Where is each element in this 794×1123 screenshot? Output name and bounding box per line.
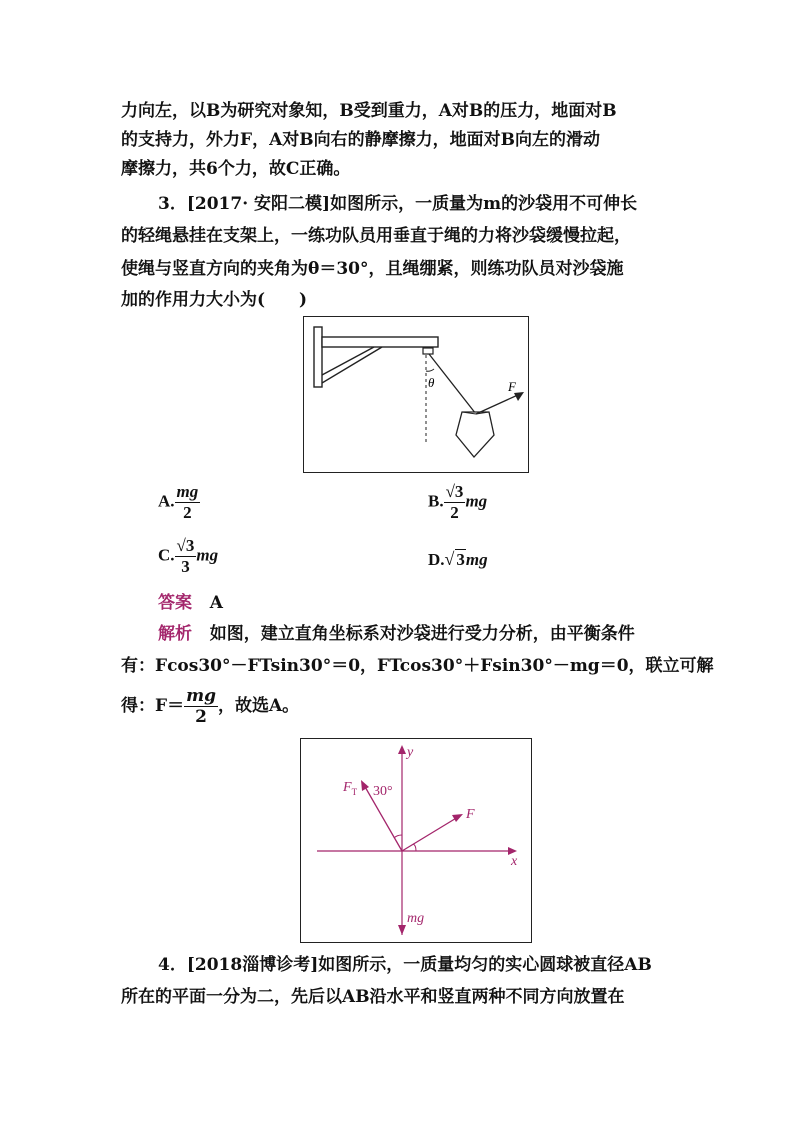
sandbag xyxy=(456,412,494,457)
force-arrow xyxy=(402,817,458,851)
option-d[interactable] xyxy=(428,549,488,570)
brace xyxy=(322,347,382,383)
option-label: B. xyxy=(428,491,444,511)
option-c[interactable] xyxy=(158,536,218,577)
question-number: 3． xyxy=(158,194,187,214)
beam xyxy=(322,337,438,347)
sandbag-diagram xyxy=(304,317,528,472)
numerator: √3 xyxy=(445,482,464,501)
wall xyxy=(314,327,322,387)
question-3-line xyxy=(158,193,637,215)
angle-arc xyxy=(413,844,416,851)
analysis-text: 得：F＝ xyxy=(121,696,185,716)
answer-label: 答案 xyxy=(158,593,192,613)
denominator: 2 xyxy=(195,707,207,727)
y-arrow-head xyxy=(398,745,406,754)
option-label: A. xyxy=(158,491,175,511)
tension-subscript: T xyxy=(351,787,358,797)
question-text: 如图所示，一质量均匀的实心圆球被直径AB xyxy=(318,955,652,975)
radical-sign-icon: √ xyxy=(444,549,455,569)
denominator: 2 xyxy=(450,503,459,522)
angle-label: 30° xyxy=(373,784,393,799)
fraction xyxy=(175,482,201,523)
force-label: F xyxy=(466,807,475,822)
force-arrow xyxy=(476,394,520,414)
rope xyxy=(429,354,476,414)
analysis-line xyxy=(121,686,299,727)
fraction xyxy=(444,482,466,523)
tension-symbol: F xyxy=(343,780,352,795)
numerator: √3 xyxy=(176,536,195,555)
theta-label: θ xyxy=(428,375,435,390)
option-label: D. xyxy=(428,550,445,569)
question-3-line: 的轻绳悬挂在支架上，一练功队员用垂直于绳的力将沙袋缓慢拉起， xyxy=(121,226,631,246)
analysis-text: ，故选A。 xyxy=(217,696,300,716)
force-label: F xyxy=(508,379,516,394)
force-diagram-figure xyxy=(300,738,532,943)
option-a[interactable] xyxy=(158,482,200,523)
denominator: 2 xyxy=(183,503,192,522)
tension-label xyxy=(342,780,358,797)
fraction xyxy=(175,536,197,577)
radicand: 3 xyxy=(456,550,465,569)
analysis-label: 解析 xyxy=(158,624,192,644)
option-tail: mg xyxy=(465,550,488,569)
mg-arrow-head xyxy=(398,925,406,935)
angle-arc xyxy=(394,835,402,838)
question-3-line: 加的作用力大小为( ) xyxy=(121,290,308,310)
question-text: 如图所示，一质量为m的沙袋用不可伸长 xyxy=(330,194,638,214)
option-tail: mg xyxy=(465,491,488,511)
option-tail: mg xyxy=(196,545,219,565)
answer-value: A xyxy=(209,593,223,613)
brace xyxy=(322,347,374,375)
option-b[interactable] xyxy=(428,482,487,523)
sandbag-figure xyxy=(303,316,529,473)
question-4-line xyxy=(158,954,652,976)
question-4-line: 所在的平面一分为二，先后以AB沿水平和竖直两种不同方向放置在 xyxy=(121,987,625,1007)
fraction xyxy=(184,686,218,727)
numerator: mg xyxy=(186,686,216,706)
mg-label: mg xyxy=(407,911,425,926)
question-number: 4． xyxy=(158,955,187,975)
x-label: x xyxy=(511,854,518,869)
question-source: [2017· 安阳二模] xyxy=(186,194,331,214)
y-label: y xyxy=(407,745,414,760)
analysis-text: 如图，建立直角坐标系对沙袋进行受力分析，由平衡条件 xyxy=(209,624,635,644)
numerator: mg xyxy=(176,482,199,501)
paragraph-line: 的支持力，外力F，A对B向右的静摩擦力，地面对B向左的滑动 xyxy=(121,130,600,150)
angle-arc xyxy=(426,369,434,371)
option-label: C. xyxy=(158,545,175,565)
paragraph-line: 摩擦力，共6个力，故C正确。 xyxy=(121,159,351,179)
tension-arrow-head xyxy=(361,780,369,791)
force-arrow-head xyxy=(452,814,463,822)
answer-line xyxy=(158,592,223,614)
question-source: [2018淄博诊考] xyxy=(186,955,319,975)
question-3-line: 使绳与竖直方向的夹角为θ＝30°，且绳绷紧，则练功队员对沙袋施 xyxy=(121,259,624,279)
hook xyxy=(423,348,433,354)
paragraph-line: 力向左，以B为研究对象知，B受到重力，A对B的压力，地面对B xyxy=(121,101,617,121)
analysis-line xyxy=(158,623,635,645)
denominator: 3 xyxy=(181,557,190,576)
force-diagram xyxy=(301,739,531,942)
analysis-line: 有：Fcos30°－FTsin30°＝0，FTcos30°＋Fsin30°－mg＝0，联立可解 xyxy=(121,656,714,676)
